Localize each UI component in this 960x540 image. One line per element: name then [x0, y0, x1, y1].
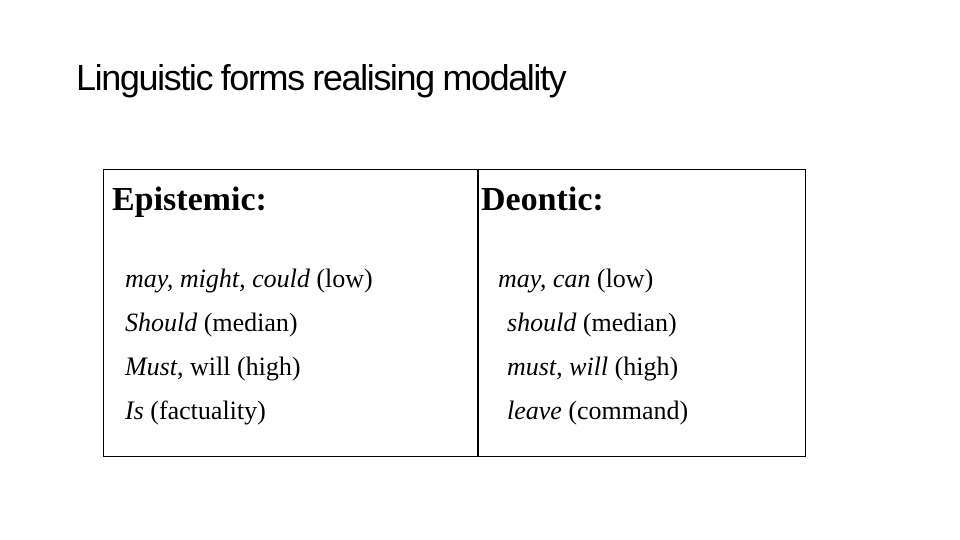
epistemic-label-low: (low)	[309, 264, 373, 293]
deontic-label-median: (median)	[576, 308, 677, 337]
deontic-label-command: (command)	[561, 396, 689, 425]
epistemic-forms-median: Should	[125, 308, 198, 337]
deontic-item-median	[507, 307, 677, 338]
epistemic-label-factuality: (factuality)	[143, 396, 266, 425]
deontic-heading: Deontic:	[481, 181, 604, 218]
deontic-forms-command: leave	[507, 396, 562, 425]
epistemic-item-median	[125, 307, 298, 338]
deontic-label-low: (low)	[590, 264, 654, 293]
epistemic-label-median: (median)	[197, 308, 298, 337]
epistemic-item-high	[125, 351, 301, 382]
epistemic-item-low	[125, 263, 373, 294]
modality-table	[103, 169, 806, 457]
epistemic-label-high: , will (high)	[177, 352, 301, 381]
deontic-label-high: (high)	[608, 352, 679, 381]
deontic-item-high	[507, 351, 678, 382]
epistemic-item-factuality	[125, 395, 266, 426]
deontic-item-low	[498, 263, 653, 294]
epistemic-forms-factuality: Is	[125, 396, 144, 425]
epistemic-heading: Epistemic:	[112, 181, 267, 218]
deontic-forms-low: may, can	[498, 264, 591, 293]
deontic-forms-high: must, will	[507, 352, 609, 381]
deontic-item-command	[507, 395, 688, 426]
slide-title: Linguistic forms realising modality	[76, 57, 566, 98]
epistemic-forms-high: Must	[125, 352, 177, 381]
column-divider	[477, 170, 479, 456]
deontic-forms-median: should	[507, 308, 577, 337]
epistemic-forms-low: may, might, could	[125, 264, 310, 293]
